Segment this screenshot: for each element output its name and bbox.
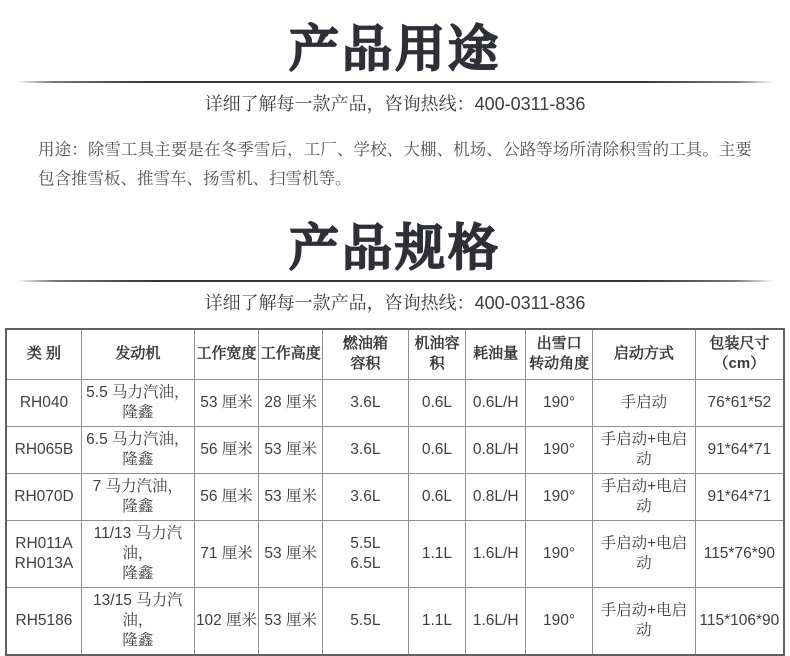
table-cell: 115*106*90 [695,587,784,655]
table-row [6,379,784,426]
column-header: 工作宽度 [194,329,259,379]
table-cell: 手启动 [593,379,696,426]
table-cell: 0.8L/H [466,426,526,473]
table-cell: 56 厘米 [194,426,259,473]
table-cell: 190° [526,379,593,426]
table-cell: 1.1L [408,520,466,587]
table-cell: 11/13 马力汽油， 隆鑫 [81,520,194,587]
table-cell: 56 厘米 [194,473,259,520]
table-cell: 115*76*90 [695,520,784,587]
section-product-specs [0,194,790,656]
table-cell: 5.5L [323,587,409,655]
table-row [6,426,784,473]
column-header: 燃油箱 容积 [323,329,409,379]
table-cell: 3.6L [323,379,409,426]
header-row [6,329,784,379]
spec-table-body [6,379,784,655]
usage-hotline-text: 详细了解每一款产品，咨询热线：400-0311-836 [204,94,586,114]
table-cell: 91*64*71 [695,473,784,520]
table-cell: 0.6L/H [466,379,526,426]
table-cell: 0.6L [408,379,466,426]
table-cell: 手启动+电启动 [593,520,696,587]
column-header: 出雪口 转动角度 [526,329,593,379]
column-header: 机油容积 [408,329,466,379]
table-cell: 53 厘米 [259,587,323,655]
table-row [6,587,784,655]
usage-description: 用途：除雪工具主要是在冬季雪后，工厂、学校、大棚、机场、公路等场所清除积雪的工具。主要包含推雪板、推雪车、扬雪机、扫雪机等。 [38,141,752,188]
table-row [6,520,784,587]
table-cell: 7 马力汽油， 隆鑫 [81,473,194,520]
table-cell: 1.1L [408,587,466,655]
table-cell: 190° [526,520,593,587]
table-cell: 53 厘米 [259,520,323,587]
column-header: 包装尺寸 （cm） [695,329,784,379]
column-header: 工作高度 [259,329,323,379]
table-cell: 91*64*71 [695,426,784,473]
specs-title: 产品规格 [289,220,501,276]
usage-title: 产品用途 [289,21,501,77]
table-cell: 6.5 马力汽油， 隆鑫 [81,426,194,473]
spec-table-header [6,329,784,379]
table-cell: 53 厘米 [259,473,323,520]
table-cell: 手启动+电启动 [593,426,696,473]
table-cell: 190° [526,587,593,655]
column-header: 发动机 [81,329,194,379]
column-header: 启动方式 [593,329,696,379]
table-cell: 102 厘米 [194,587,259,655]
table-cell: 0.8L/H [466,473,526,520]
table-cell: 1.6L/H [466,587,526,655]
table-cell: 0.6L [408,426,466,473]
table-cell: 0.6L [408,473,466,520]
table-cell: 手启动+电启动 [593,587,696,655]
table-cell: 手启动+电启动 [593,473,696,520]
table-cell: 190° [526,426,593,473]
table-cell: 5.5L 6.5L [323,520,409,587]
table-cell: RH040 [6,379,81,426]
table-cell: 1.6L/H [466,520,526,587]
table-cell: RH070D [6,473,81,520]
table-cell: RH011A RH013A [6,520,81,587]
table-cell: 28 厘米 [259,379,323,426]
table-row [6,473,784,520]
table-cell: 53 厘米 [259,426,323,473]
specs-hotline-text: 详细了解每一款产品，咨询热线：400-0311-836 [204,293,586,313]
title-divider [16,280,774,282]
column-header: 类 别 [6,329,81,379]
table-cell: 13/15 马力汽油， 隆鑫 [81,587,194,655]
spec-table [5,328,785,656]
table-cell: 53 厘米 [194,379,259,426]
title-divider [16,81,774,83]
column-header: 耗油量 [466,329,526,379]
table-cell: RH5186 [6,587,81,655]
table-cell: 3.6L [323,426,409,473]
table-cell: 5.5 马力汽油， 隆鑫 [81,379,194,426]
table-cell: 3.6L [323,473,409,520]
table-cell: 190° [526,473,593,520]
table-cell: RH065B [6,426,81,473]
section-product-usage [0,0,790,194]
table-cell: 76*61*52 [695,379,784,426]
table-cell: 71 厘米 [194,520,259,587]
